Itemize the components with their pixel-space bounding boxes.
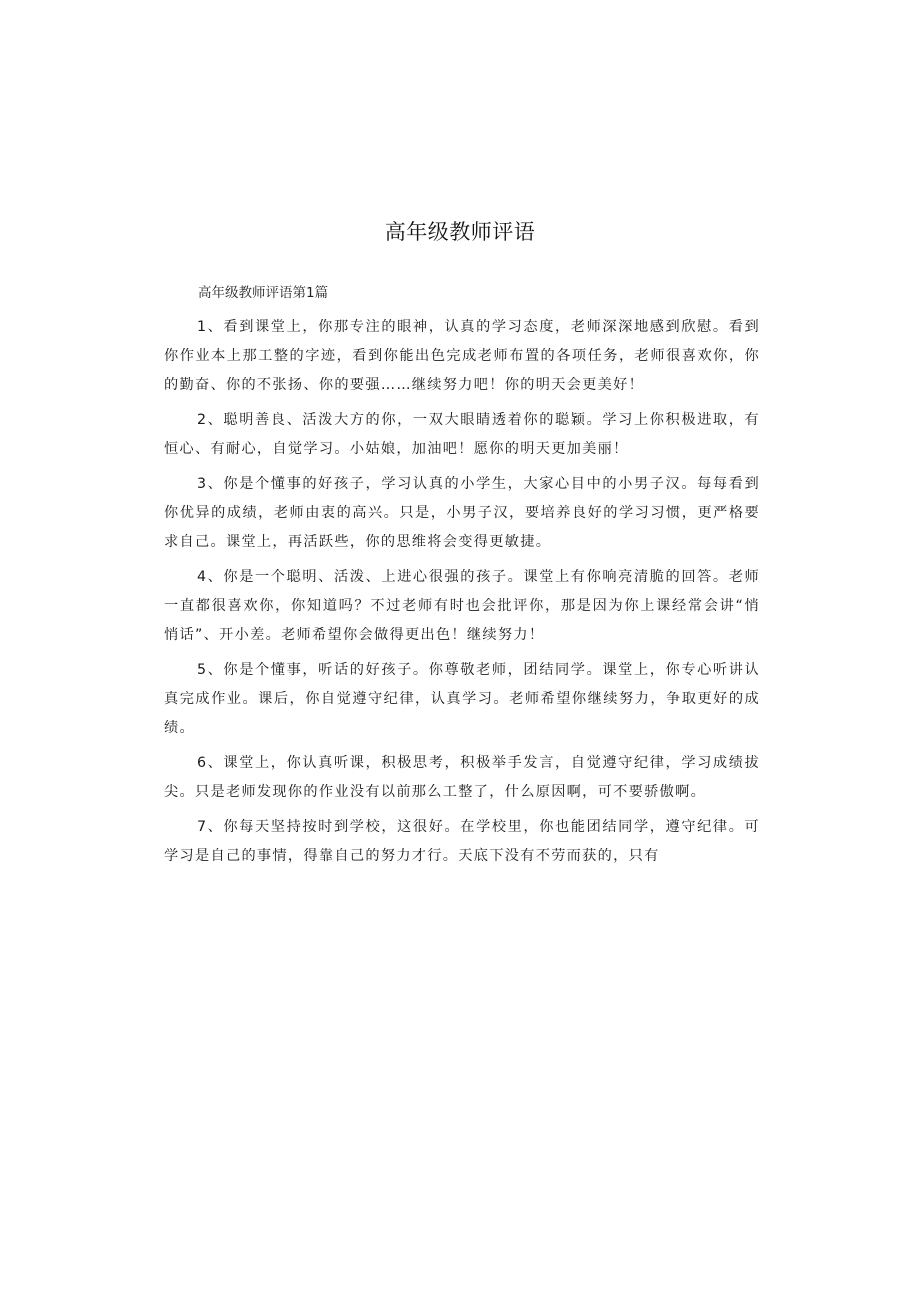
comment-paragraph-5: 5、你是个懂事，听话的好孩子。你尊敬老师，团结同学。课堂上，你专心听讲认真完成作业。课后，你自觉遵守纪律，认真学习。老师希望你继续努力，争取更好的成绩。 — [164, 662, 760, 736]
comment-paragraph-7: 7、你每天坚持按时到学校，这很好。在学校里，你也能团结同学，遵守纪律。可学习是自己的事情，得靠自己的努力才行。天底下没有不劳而获的，只有 — [164, 819, 760, 864]
comment-paragraph-3: 3、你是个懂事的好孩子，学习认真的小学生，大家心目中的小男子汉。每每看到你优异的成绩，老师由衷的高兴。只是，小男子汉，要培养良好的学习习惯，更严格要求自己。课堂上，再活跃些，你的思维将会变得更敏捷。 — [164, 476, 760, 550]
section-heading: 高年级教师评语第1篇 — [198, 285, 329, 301]
comment-paragraph-1: 1、看到课堂上，你那专注的眼神，认真的学习态度，老师深深地感到欣慰。看到你作业本上那工整的字迹，看到你能出色完成老师布置的各项任务，老师很喜欢你，你的勤奋、你的不张扬、你的要强……继续努力吧！你的明天会更美好！ — [164, 319, 760, 393]
document-body — [164, 313, 760, 877]
document-title: 高年级教师评语 — [384, 220, 536, 244]
comment-paragraph-2: 2、聪明善良、活泼大方的你，一双大眼睛透着你的聪颖。学习上你积极进取，有恒心、有耐心，自觉学习。小姑娘，加油吧！愿你的明天更加美丽！ — [164, 412, 760, 457]
comment-paragraph-4: 4、你是一个聪明、活泼、上进心很强的孩子。课堂上有你响亮清脆的回答。老师一直都很喜欢你，你知道吗？不过老师有时也会批评你，那是因为你上课经常会讲“悄悄话”、开小差。老师希望你会做得更出色！继续努力！ — [164, 569, 760, 643]
comment-paragraph-6: 6、课堂上，你认真听课，积极思考，积极举手发言，自觉遵守纪律，学习成绩拔尖。只是老师发现你的作业没有以前那么工整了，什么原因啊，可不要骄傲啊。 — [164, 755, 760, 800]
